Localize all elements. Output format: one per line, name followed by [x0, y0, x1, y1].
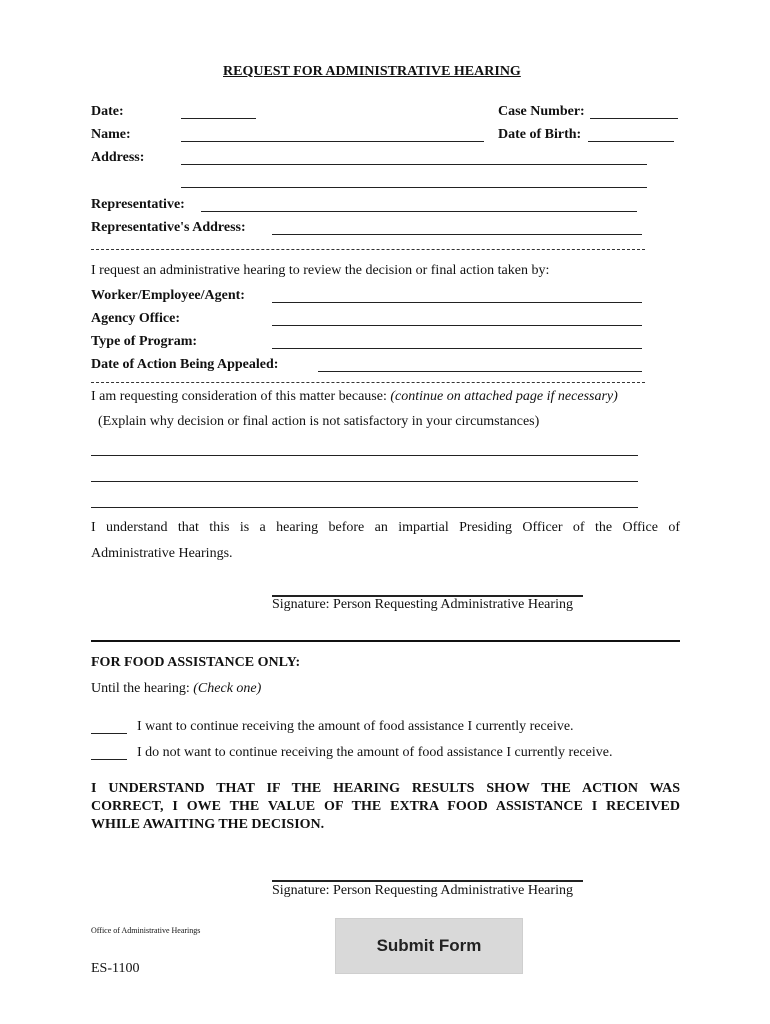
dob-field[interactable]	[588, 141, 674, 142]
form-title: REQUEST FOR ADMINISTRATIVE HEARING	[223, 64, 521, 79]
case-number-label: Case Number:	[498, 104, 585, 119]
action-date-field[interactable]	[318, 371, 642, 372]
submit-form-button[interactable]: Submit Form	[335, 918, 523, 974]
date-field[interactable]	[181, 118, 256, 119]
warning-line-1: I UNDERSTAND THAT IF THE HEARING RESULTS SHOW THE ACTION WAS	[91, 781, 680, 796]
warning-line-3: WHILE AWAITING THE DECISION.	[91, 817, 325, 832]
form-id: ES-1100	[91, 961, 140, 976]
worker-field[interactable]	[272, 302, 642, 303]
name-label: Name:	[91, 127, 131, 142]
option-1-checkbox[interactable]	[91, 733, 127, 734]
food-check-one: (Check one)	[193, 681, 262, 696]
reason-field-line-3[interactable]	[91, 507, 638, 508]
option-2-checkbox[interactable]	[91, 759, 127, 760]
name-field[interactable]	[181, 141, 484, 142]
signature-label-2: Signature: Person Requesting Administrative Hearing	[272, 883, 573, 898]
understand-statement-line-2: Administrative Hearings.	[91, 546, 233, 561]
date-label: Date:	[91, 104, 124, 119]
agency-label: Agency Office:	[91, 311, 181, 326]
reason-intro	[91, 389, 618, 405]
program-label: Type of Program:	[91, 334, 198, 349]
rep-address-field[interactable]	[272, 234, 642, 235]
signature-label: Signature: Person Requesting Administrative Hearing	[272, 597, 573, 612]
section-divider	[91, 382, 645, 383]
understand-statement-line-1: I understand that this is a hearing before an impartial Presiding Officer of the Office of	[91, 520, 680, 535]
action-intro: I request an administrative hearing to review the decision or final action taken by:	[91, 263, 550, 278]
representative-field[interactable]	[201, 211, 637, 212]
reason-field-line-2[interactable]	[91, 481, 638, 482]
agency-field[interactable]	[272, 325, 642, 326]
food-heading: FOR FOOD ASSISTANCE ONLY:	[91, 655, 301, 670]
food-until	[91, 681, 261, 697]
option-2-label: I do not want to continue receiving the amount of food assistance I currently receive.	[137, 745, 613, 760]
option-1-label: I want to continue receiving the amount of food assistance I currently receive.	[137, 719, 574, 734]
representative-label: Representative:	[91, 197, 185, 212]
address-label: Address:	[91, 150, 145, 165]
section-divider	[91, 249, 645, 250]
case-number-field[interactable]	[590, 118, 678, 119]
program-field[interactable]	[272, 348, 642, 349]
rep-address-label: Representative's Address:	[91, 220, 246, 235]
action-date-label: Date of Action Being Appealed:	[91, 357, 279, 372]
signature-line-2[interactable]	[272, 880, 583, 882]
food-until-text: Until the hearing:	[91, 681, 194, 696]
reason-field-line-1[interactable]	[91, 455, 638, 456]
address-field-line-2[interactable]	[181, 187, 647, 188]
reason-intro-text: I am requesting consideration of this matter because:	[91, 389, 391, 404]
worker-label: Worker/Employee/Agent:	[91, 288, 245, 303]
footer-office: Office of Administrative Hearings	[91, 926, 201, 935]
section-separator	[91, 640, 680, 642]
warning-line-2: CORRECT, I OWE THE VALUE OF THE EXTRA FOOD ASSISTANCE I RECEIVED	[91, 799, 680, 814]
reason-intro-note: (continue on attached page if necessary)	[390, 389, 618, 404]
reason-explain: (Explain why decision or final action is not satisfactory in your circumstances)	[98, 414, 540, 429]
address-field-line-1[interactable]	[181, 164, 647, 165]
dob-label: Date of Birth:	[498, 127, 582, 142]
